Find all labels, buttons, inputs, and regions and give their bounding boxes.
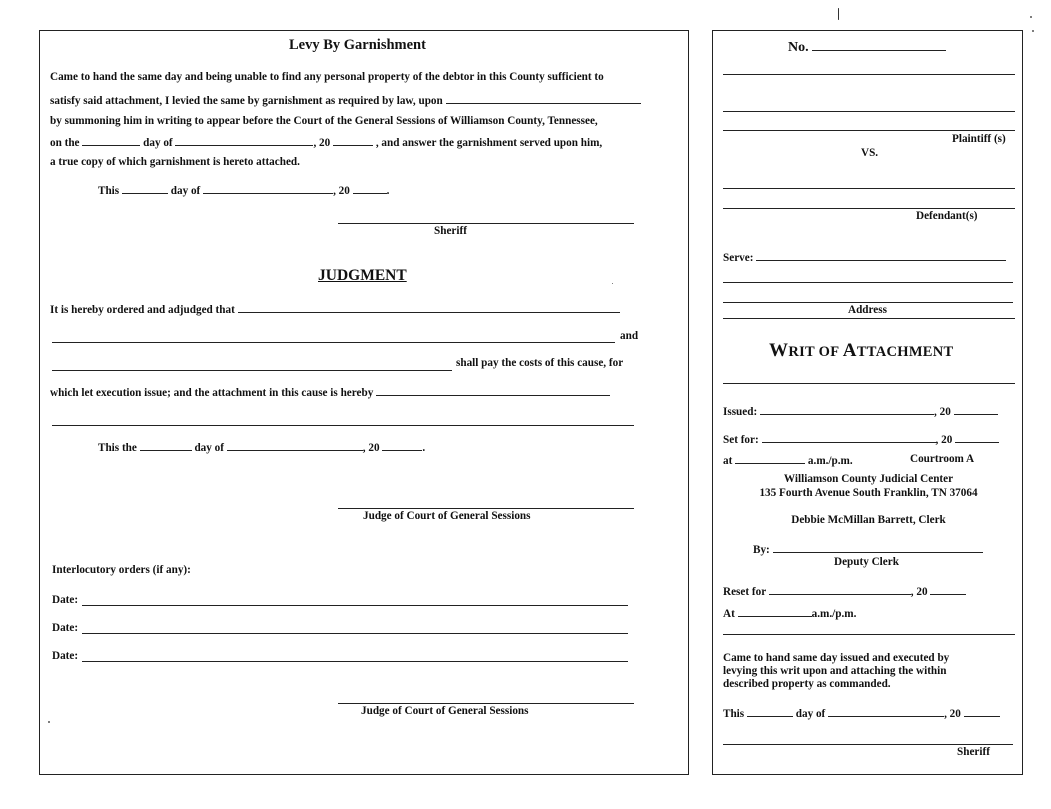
judge-signature-line-1[interactable] <box>338 508 634 509</box>
judgment-title: JUDGMENT <box>318 267 407 284</box>
judgment-month-blank[interactable] <box>227 440 363 451</box>
levy-judgment-panel <box>39 30 689 775</box>
return-day-blank[interactable] <box>747 706 793 717</box>
reset-time-row <box>723 606 856 620</box>
levy-this-line <box>98 183 389 197</box>
set-for-row <box>723 432 999 446</box>
plaintiff-line-2[interactable] <box>723 130 1015 131</box>
judicial-center-address: 135 Fourth Avenue South Franklin, TN 37064 <box>759 487 978 499</box>
levy-sign-day-of: day of <box>170 185 201 197</box>
date-label-3: Date: <box>52 650 79 662</box>
at-label: at <box>723 455 733 467</box>
levy-text-line3: by summoning him in writing to appear before the Court of the General Sessions of Williamson County, Tennessee, <box>50 115 598 127</box>
levy-on-the: on the <box>50 137 80 149</box>
judgment-period: . <box>422 442 426 454</box>
return-year-blank[interactable] <box>964 706 1000 717</box>
reset-row <box>723 584 966 598</box>
levy-text-line4 <box>50 135 602 149</box>
date-label-1: Date: <box>52 594 79 606</box>
levy-text-line5: a true copy of which garnishment is hereto attached. <box>50 156 300 168</box>
judgment-date-line <box>98 440 425 454</box>
levy-sign-comma20: , 20 <box>333 185 350 197</box>
judicial-center-name: Williamson County Judicial Center <box>783 473 954 485</box>
garnishee-blank[interactable] <box>446 93 641 104</box>
serve-row <box>723 250 1006 264</box>
judgment-blank-line2[interactable] <box>52 342 615 343</box>
writ-title-w: W <box>769 340 789 361</box>
writ-title-rit: RIT OF <box>788 344 843 360</box>
writ-title-ttachment: TTACHMENT <box>856 344 954 360</box>
writ-title-a: A <box>842 340 857 361</box>
case-number-label: No. <box>788 40 809 55</box>
judgment-day-of: day of <box>194 442 224 454</box>
levy-sign-day-blank[interactable] <box>122 183 168 194</box>
return-text-3: described property as commanded. <box>723 678 891 690</box>
deputy-clerk-label: Deputy Clerk <box>834 556 899 568</box>
courtroom-label: Courtroom A <box>910 453 975 465</box>
scan-mark <box>838 8 839 20</box>
reset-year-blank[interactable] <box>930 584 966 595</box>
sheriff-label: Sheriff <box>434 225 467 237</box>
defendant-label: Defendant(s) <box>916 210 978 222</box>
serve-line-2[interactable] <box>723 282 1013 283</box>
judgment-blank-line3[interactable] <box>52 370 452 371</box>
title-rule <box>723 383 1015 384</box>
return-text-1: Came to hand same day issued and executed by <box>723 652 950 664</box>
date-line-2[interactable] <box>82 633 628 634</box>
judgment-exec-line <box>50 385 610 399</box>
levy-month-blank[interactable] <box>175 135 313 146</box>
levy-text-line2 <box>50 93 641 107</box>
case-number-blank[interactable] <box>812 38 946 51</box>
levy-sign-year-blank[interactable] <box>353 183 387 194</box>
judgment-comma20: , 20 <box>362 442 380 454</box>
levy-line2-text: satisfy said attachment, I levied the same by garnishment as required by law, upon <box>50 95 443 107</box>
address-rule <box>723 318 1015 319</box>
defendant-line-2[interactable] <box>723 208 1015 209</box>
judgment-and: and <box>620 330 639 342</box>
judgment-this-the: This the <box>98 442 137 454</box>
by-label: By: <box>753 544 770 556</box>
return-text-2: levying this writ upon and attaching the within <box>723 665 947 677</box>
levy-sign-period: . <box>386 185 390 197</box>
judgment-day-blank[interactable] <box>140 440 192 451</box>
return-sheriff-line[interactable] <box>723 744 1013 745</box>
levy-title: Levy By Garnishment <box>289 37 426 53</box>
scan-mark <box>1032 30 1034 32</box>
ampm2-label: a.m./p.m. <box>811 608 857 620</box>
return-date-row <box>723 706 1000 720</box>
case-number-row <box>788 38 946 56</box>
serve-label: Serve: <box>723 252 754 264</box>
time-blank[interactable] <box>735 453 805 464</box>
reset-rule <box>723 634 1015 635</box>
judgment-line1 <box>50 302 620 316</box>
writ-title <box>769 340 954 362</box>
vs-label: VS. <box>861 147 879 159</box>
return-this: This <box>723 708 745 720</box>
by-row <box>753 542 983 556</box>
plaintiff-line-1[interactable] <box>723 111 1015 112</box>
judgment-attachment-blank[interactable] <box>376 385 610 396</box>
reset-date-blank[interactable] <box>769 584 911 595</box>
levy-day-blank[interactable] <box>82 135 140 146</box>
set-for-year-blank[interactable] <box>955 432 999 443</box>
no-rule <box>723 74 1015 75</box>
ampm-label: a.m./p.m. <box>807 455 853 467</box>
writ-panel <box>712 30 1023 775</box>
date-label-2: Date: <box>52 622 79 634</box>
reset-for-label: Reset for <box>723 586 766 598</box>
levy-comma20: , 20 <box>313 137 331 149</box>
return-month-blank[interactable] <box>828 706 944 717</box>
judgment-blank-line5[interactable] <box>52 425 634 426</box>
judge-label-1: Judge of Court of General Sessions <box>363 510 531 522</box>
issued-label: Issued: <box>723 406 758 418</box>
clerk-name: Debbie McMillan Barrett, Clerk <box>791 514 946 526</box>
levy-day-of: day of <box>143 137 173 149</box>
judgment-ordered-text: It is hereby ordered and adjudged that <box>50 304 235 316</box>
reset-time-blank[interactable] <box>738 606 812 617</box>
issued-row <box>723 404 998 418</box>
levy-this: This <box>98 185 120 197</box>
scan-mark <box>48 721 50 723</box>
serve-line-3[interactable] <box>723 302 1013 303</box>
levy-sign-month-blank[interactable] <box>203 183 333 194</box>
date-line-3[interactable] <box>82 661 628 662</box>
judge-signature-line-2[interactable] <box>338 703 634 704</box>
judge-label-2: Judge of Court of General Sessions <box>361 705 529 717</box>
judgment-year-blank[interactable] <box>382 440 422 451</box>
return-day-of: day of <box>795 708 826 720</box>
address-label: Address <box>848 304 887 316</box>
issued-year-blank[interactable] <box>954 404 998 415</box>
levy-year-blank[interactable] <box>333 135 373 146</box>
judgment-pay-costs: shall pay the costs of this cause, for <box>456 357 624 369</box>
serve-blank[interactable] <box>756 250 1006 261</box>
issued-comma20: , 20 <box>934 406 951 418</box>
plaintiff-label: Plaintiff (s) <box>952 133 1006 145</box>
scan-mark <box>1030 16 1032 18</box>
sheriff-signature-line[interactable] <box>338 223 634 224</box>
scan-mark <box>612 283 613 284</box>
levy-answer-text: , and answer the garnishment served upon him, <box>375 137 603 149</box>
time-row <box>723 453 853 467</box>
issued-date-blank[interactable] <box>760 404 934 415</box>
set-for-comma20: , 20 <box>935 434 953 446</box>
defendant-line-1[interactable] <box>723 188 1015 189</box>
return-comma20: , 20 <box>944 708 961 720</box>
interlocutory-label: Interlocutory orders (if any): <box>52 564 191 576</box>
return-sheriff-label: Sheriff <box>957 746 990 758</box>
set-for-date-blank[interactable] <box>762 432 936 443</box>
date-line-1[interactable] <box>82 605 628 606</box>
judgment-party-blank[interactable] <box>238 302 620 313</box>
set-for-label: Set for: <box>723 434 759 446</box>
reset-comma20: , 20 <box>910 586 928 598</box>
deputy-signature-blank[interactable] <box>773 542 983 553</box>
levy-text-line1: Came to hand the same day and being unable to find any personal property of the debtor in this County sufficient to <box>50 71 604 83</box>
at2-label: At <box>723 608 735 620</box>
judgment-exec-text: which let execution issue; and the attachment in this cause is hereby <box>50 387 374 399</box>
